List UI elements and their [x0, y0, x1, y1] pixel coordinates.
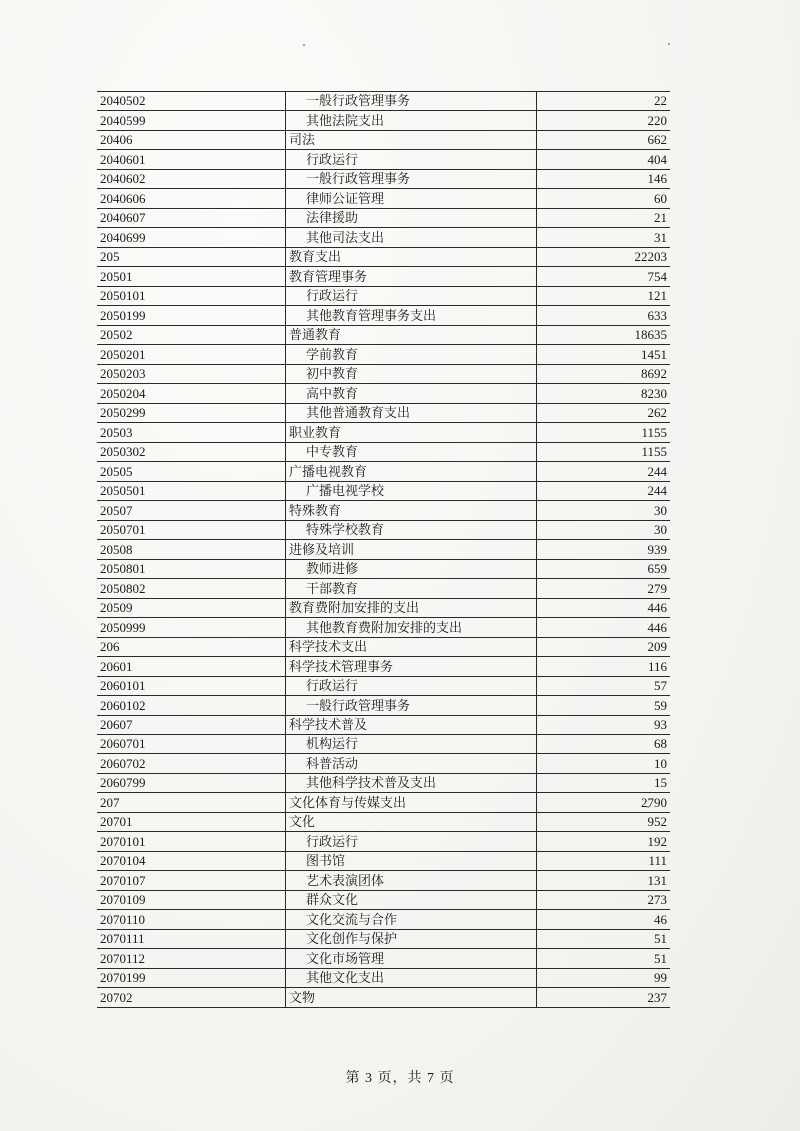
table-row — [97, 267, 670, 286]
table-row — [97, 247, 670, 266]
amount-cell: 8692 — [537, 364, 671, 383]
account-name-cell: 其他司法支出 — [286, 228, 537, 247]
table-row — [97, 676, 670, 695]
amount-cell: 446 — [537, 618, 671, 637]
table-row — [97, 832, 670, 851]
amount-cell: 22203 — [537, 247, 671, 266]
table-row — [97, 540, 670, 559]
amount-cell: 633 — [537, 306, 671, 325]
account-code-cell: 2050299 — [97, 403, 286, 422]
amount-cell: 146 — [537, 169, 671, 188]
account-name-cell: 图书馆 — [286, 851, 537, 870]
account-name-cell: 机构运行 — [286, 734, 537, 753]
account-name-cell: 文化体育与传媒支出 — [286, 793, 537, 812]
account-name-cell: 科学技术管理事务 — [286, 657, 537, 676]
account-code-cell: 2070109 — [97, 890, 286, 909]
account-name-cell: 一般行政管理事务 — [286, 696, 537, 715]
amount-cell: 30 — [537, 501, 671, 520]
account-name-cell: 其他教育费附加安排的支出 — [286, 618, 537, 637]
account-code-cell: 20702 — [97, 988, 286, 1007]
amount-cell: 116 — [537, 657, 671, 676]
table-row — [97, 988, 670, 1007]
account-name-cell: 教育管理事务 — [286, 267, 537, 286]
table-row — [97, 92, 670, 111]
amount-cell: 51 — [537, 949, 671, 968]
account-name-cell: 其他文化支出 — [286, 968, 537, 987]
account-name-cell: 其他教育管理事务支出 — [286, 306, 537, 325]
table-row — [97, 364, 670, 383]
account-code-cell: 2040601 — [97, 150, 286, 169]
amount-cell: 121 — [537, 286, 671, 305]
account-code-cell: 2050701 — [97, 520, 286, 539]
amount-cell: 10 — [537, 754, 671, 773]
amount-cell: 244 — [537, 481, 671, 500]
amount-cell: 273 — [537, 890, 671, 909]
account-code-cell: 2070107 — [97, 871, 286, 890]
account-name-cell: 进修及培训 — [286, 540, 537, 559]
table-row — [97, 579, 670, 598]
amount-cell: 15 — [537, 773, 671, 792]
amount-cell: 939 — [537, 540, 671, 559]
account-name-cell: 其他科学技术普及支出 — [286, 773, 537, 792]
account-code-cell: 205 — [97, 247, 286, 266]
table-row — [97, 734, 670, 753]
account-name-cell: 其他法院支出 — [286, 111, 537, 130]
account-code-cell: 20607 — [97, 715, 286, 734]
table-row — [97, 754, 670, 773]
amount-cell: 446 — [537, 598, 671, 617]
amount-cell: 244 — [537, 462, 671, 481]
account-name-cell: 一般行政管理事务 — [286, 169, 537, 188]
table-row — [97, 793, 670, 812]
account-name-cell: 法律援助 — [286, 208, 537, 227]
account-name-cell: 广播电视学校 — [286, 481, 537, 500]
amount-cell: 1155 — [537, 423, 671, 442]
account-name-cell: 教师进修 — [286, 559, 537, 578]
account-code-cell: 2040607 — [97, 208, 286, 227]
table-row — [97, 481, 670, 500]
amount-cell: 192 — [537, 832, 671, 851]
account-code-cell: 2040599 — [97, 111, 286, 130]
table-row — [97, 773, 670, 792]
account-name-cell: 初中教育 — [286, 364, 537, 383]
account-code-cell: 2060101 — [97, 676, 286, 695]
account-code-cell: 20502 — [97, 325, 286, 344]
amount-cell: 93 — [537, 715, 671, 734]
table-row — [97, 501, 670, 520]
table-row — [97, 851, 670, 870]
account-code-cell: 20505 — [97, 462, 286, 481]
account-code-cell: 2050203 — [97, 364, 286, 383]
account-name-cell: 教育费附加安排的支出 — [286, 598, 537, 617]
account-code-cell: 2050204 — [97, 384, 286, 403]
amount-cell: 1155 — [537, 442, 671, 461]
account-name-cell: 特殊教育 — [286, 501, 537, 520]
table-row — [97, 130, 670, 149]
table-row — [97, 637, 670, 656]
table-row — [97, 111, 670, 130]
account-name-cell: 行政运行 — [286, 286, 537, 305]
table-row — [97, 306, 670, 325]
table-row — [97, 442, 670, 461]
account-name-cell: 学前教育 — [286, 345, 537, 364]
amount-cell: 21 — [537, 208, 671, 227]
table-row — [97, 325, 670, 344]
account-name-cell: 科学技术支出 — [286, 637, 537, 656]
amount-cell: 1451 — [537, 345, 671, 364]
account-name-cell: 一般行政管理事务 — [286, 92, 537, 111]
amount-cell: 404 — [537, 150, 671, 169]
account-code-cell: 2070199 — [97, 968, 286, 987]
table-row — [97, 657, 670, 676]
account-code-cell: 20503 — [97, 423, 286, 442]
amount-cell: 237 — [537, 988, 671, 1007]
table-row — [97, 228, 670, 247]
account-code-cell: 2070111 — [97, 929, 286, 948]
account-name-cell: 干部教育 — [286, 579, 537, 598]
account-name-cell: 中专教育 — [286, 442, 537, 461]
table-row — [97, 384, 670, 403]
account-name-cell: 文化市场管理 — [286, 949, 537, 968]
amount-cell: 8230 — [537, 384, 671, 403]
table-row — [97, 169, 670, 188]
account-name-cell: 职业教育 — [286, 423, 537, 442]
account-code-cell: 20501 — [97, 267, 286, 286]
account-code-cell: 2070104 — [97, 851, 286, 870]
amount-cell: 57 — [537, 676, 671, 695]
account-name-cell: 群众文化 — [286, 890, 537, 909]
table-row — [97, 910, 670, 929]
table-row — [97, 812, 670, 831]
amount-cell: 952 — [537, 812, 671, 831]
account-code-cell: 20406 — [97, 130, 286, 149]
table-row — [97, 423, 670, 442]
account-code-cell: 2060701 — [97, 734, 286, 753]
table-row — [97, 208, 670, 227]
account-code-cell: 2060102 — [97, 696, 286, 715]
amount-cell: 662 — [537, 130, 671, 149]
account-name-cell: 文物 — [286, 988, 537, 1007]
page-footer: 第 3 页，共 7 页 — [345, 1071, 455, 1086]
table-row — [97, 929, 670, 948]
table-row — [97, 403, 670, 422]
amount-cell: 262 — [537, 403, 671, 422]
scan-speck — [668, 43, 670, 45]
table-row — [97, 520, 670, 539]
account-code-cell: 2070110 — [97, 910, 286, 929]
amount-cell: 59 — [537, 696, 671, 715]
account-name-cell: 行政运行 — [286, 150, 537, 169]
table-row — [97, 696, 670, 715]
account-name-cell: 行政运行 — [286, 832, 537, 851]
amount-cell: 111 — [537, 851, 671, 870]
amount-cell: 31 — [537, 228, 671, 247]
account-code-cell: 2060702 — [97, 754, 286, 773]
table-row — [97, 949, 670, 968]
budget-table-body — [97, 92, 670, 1008]
account-code-cell: 207 — [97, 793, 286, 812]
scan-speck — [303, 44, 305, 46]
account-code-cell: 2050501 — [97, 481, 286, 500]
amount-cell: 68 — [537, 734, 671, 753]
table-row — [97, 462, 670, 481]
amount-cell: 22 — [537, 92, 671, 111]
table-row — [97, 871, 670, 890]
account-name-cell: 高中教育 — [286, 384, 537, 403]
amount-cell: 220 — [537, 111, 671, 130]
budget-table — [97, 91, 670, 1008]
account-code-cell: 2050999 — [97, 618, 286, 637]
account-code-cell: 206 — [97, 637, 286, 656]
account-name-cell: 文化创作与保护 — [286, 929, 537, 948]
account-code-cell: 20509 — [97, 598, 286, 617]
account-name-cell: 行政运行 — [286, 676, 537, 695]
amount-cell: 2790 — [537, 793, 671, 812]
account-code-cell: 2050199 — [97, 306, 286, 325]
table-row — [97, 345, 670, 364]
amount-cell: 209 — [537, 637, 671, 656]
table-row — [97, 286, 670, 305]
account-code-cell: 20701 — [97, 812, 286, 831]
account-name-cell: 艺术表演团体 — [286, 871, 537, 890]
account-code-cell: 2040699 — [97, 228, 286, 247]
account-code-cell: 2050302 — [97, 442, 286, 461]
account-code-cell: 2040602 — [97, 169, 286, 188]
amount-cell: 18635 — [537, 325, 671, 344]
account-name-cell: 其他普通教育支出 — [286, 403, 537, 422]
account-code-cell: 2040606 — [97, 189, 286, 208]
account-code-cell: 2050802 — [97, 579, 286, 598]
account-code-cell: 20508 — [97, 540, 286, 559]
account-code-cell: 2060799 — [97, 773, 286, 792]
account-code-cell: 20601 — [97, 657, 286, 676]
account-name-cell: 科普活动 — [286, 754, 537, 773]
account-name-cell: 特殊学校教育 — [286, 520, 537, 539]
account-code-cell: 2040502 — [97, 92, 286, 111]
amount-cell: 754 — [537, 267, 671, 286]
table-row — [97, 715, 670, 734]
account-code-cell: 20507 — [97, 501, 286, 520]
table-row — [97, 890, 670, 909]
account-code-cell: 2050201 — [97, 345, 286, 364]
amount-cell: 131 — [537, 871, 671, 890]
account-code-cell: 2070112 — [97, 949, 286, 968]
amount-cell: 30 — [537, 520, 671, 539]
account-name-cell: 文化交流与合作 — [286, 910, 537, 929]
table-row — [97, 598, 670, 617]
amount-cell: 279 — [537, 579, 671, 598]
table-row — [97, 150, 670, 169]
account-name-cell: 普通教育 — [286, 325, 537, 344]
table-row — [97, 618, 670, 637]
amount-cell: 51 — [537, 929, 671, 948]
account-code-cell: 2050101 — [97, 286, 286, 305]
table-row — [97, 968, 670, 987]
amount-cell: 659 — [537, 559, 671, 578]
amount-cell: 99 — [537, 968, 671, 987]
account-code-cell: 2070101 — [97, 832, 286, 851]
account-name-cell: 司法 — [286, 130, 537, 149]
table-row — [97, 559, 670, 578]
account-name-cell: 科学技术普及 — [286, 715, 537, 734]
account-name-cell: 教育支出 — [286, 247, 537, 266]
table-row — [97, 189, 670, 208]
amount-cell: 46 — [537, 910, 671, 929]
account-name-cell: 广播电视教育 — [286, 462, 537, 481]
account-name-cell: 律师公证管理 — [286, 189, 537, 208]
account-name-cell: 文化 — [286, 812, 537, 831]
amount-cell: 60 — [537, 189, 671, 208]
account-code-cell: 2050801 — [97, 559, 286, 578]
